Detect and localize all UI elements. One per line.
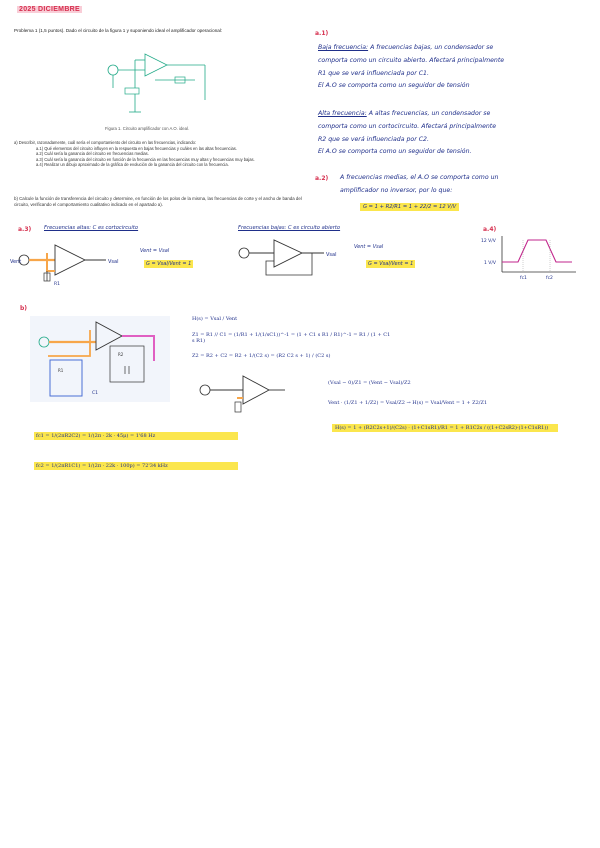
- a1-low-line: comporta como un circuito abierto. Afectará principalmente: [318, 56, 505, 64]
- b-tag: b): [20, 305, 28, 312]
- r2-label: R2: [118, 352, 124, 357]
- b-node-circuit: [195, 370, 290, 418]
- b-z2: Z2 = R2 + C2 = R2 + 1/(C2 s) = (R2 C2 s + 1) / (C2 s): [192, 353, 331, 359]
- a3-high-circuit: [10, 235, 130, 290]
- vent-label: Vent: [10, 259, 22, 265]
- b-fc2: fc2 = 1/(2πR1C1) = 1/(2π · 22k · 100p) = 72'34 kHz: [34, 462, 238, 470]
- a4-tag: a.4): [483, 226, 497, 233]
- a4-ylabel-top: 12 V/V: [481, 239, 496, 244]
- a4-ylabel-bottom: 1 V/V: [484, 261, 496, 266]
- b-fc1: fc1 = 1/(2πR2C2) = 1/(2π · 2k · 45μ) = 1'68 Hz: [34, 432, 238, 440]
- a1-low-line: El A.O se comporta como un seguidor de tensión: [318, 82, 470, 90]
- a2-tag: a.2): [315, 175, 329, 182]
- part-a-item: a.4) Realizar un dibujo aproximado de la gráfica de evolución de la ganancia del circuito con la frecuencia.: [36, 162, 229, 168]
- part-a-item: a.1) Qué elementos del circuito influyen en la respuesta en bajas frecuencias y cuáles en las altas frecuencias.: [36, 145, 237, 151]
- a1-low-line: R1 que se verá influenciada por C1.: [318, 69, 429, 77]
- c1-label: C1: [92, 391, 99, 396]
- a3-high-heading: Frecuencias altas: C es cortocircuito: [44, 225, 139, 231]
- a3-low-circuit: [232, 235, 347, 283]
- figure-1-circuit: [95, 40, 225, 122]
- a2-line: A frecuencias medias, el A.O se comporta como un: [340, 174, 499, 181]
- problem-statement: Problema 1 (1,5 puntos). Dado el circuito de la figura 1 y suponiendo ideal el amplificador operacional:: [14, 28, 223, 33]
- a4-x2: fc2: [546, 276, 553, 281]
- a2-gain-formula: G = 1 + R2/R1 = 1 + 22/2 = 12 V/V: [360, 203, 459, 211]
- b-h-result: H(s) = 1 + (R2C2s+1)/(C2s) · (1+C1sR1)/R1 = 1 + R1C2s / ((1+C2sR2)·(1+C1sR1)): [332, 424, 558, 432]
- a3-low-gain: G = Vsal/Vent = 1: [368, 261, 414, 267]
- a1-high-line: comporta como un cortocircuito. Afectará principalmente: [318, 122, 497, 130]
- a3-high-gain: G = Vsal/Vent = 1: [146, 261, 192, 267]
- r1-label: R1: [54, 282, 60, 287]
- a1-low-heading: Baja frecuencia:: [318, 44, 369, 51]
- part-a-item: a.2) Cuál sería la ganancia del circuito en frecuencias medias.: [36, 151, 149, 157]
- a1-high-block: [318, 108, 588, 159]
- a3-low-heading: Frecuencias bajas: C es circuito abierto: [238, 225, 341, 231]
- b-node2: Vent · (1/Z1 + 1/Z2) = Vsal/Z2 → H(s) = Vsal/Vent = 1 + Z2/Z1: [328, 400, 488, 406]
- a3-tag: a.3): [18, 226, 32, 233]
- b-h-def: H(s) = Vsal / Vent: [192, 316, 238, 322]
- a1-tag: a.1): [315, 30, 329, 37]
- a1-high-line: El A.O se comporta como un seguidor de tensión.: [318, 148, 472, 156]
- a1-high-heading: Alta frecuencia:: [318, 110, 367, 117]
- part-a-intro: a) Describir, razonadamente, cuál sería el comportamiento del circuito en las frecuencias, indicando:: [14, 140, 197, 145]
- figure-caption: Figura 1. Circuito amplificador con A.O. ideal.: [105, 126, 190, 131]
- a3-high-formula: Vent = Vsal: [140, 248, 170, 254]
- a1-low-line: A frecuencias bajas, un condensador se: [370, 44, 494, 51]
- a4-gain-plot: [480, 232, 580, 284]
- a1-high-line: A altas frecuencias, un condensador se: [368, 110, 491, 117]
- a3-low-formula: Vent = Vsal: [354, 244, 384, 250]
- page-title: 2025 DICIEMBRE: [19, 6, 80, 13]
- a2-block: [340, 172, 595, 198]
- vsal-label: Vsal: [326, 252, 337, 258]
- vsal-label: Vsal: [108, 259, 119, 265]
- part-b-statement: b) Calcule la función de transferencia del circuito y determine, en función de los polos de la misma, las frecuencias de corte y el ancho de banda del circuito, verificando el comportamiento cualitativo indicado en el apartado a).: [14, 196, 302, 207]
- a1-low-block: [318, 42, 588, 93]
- r1-label: R1: [58, 368, 64, 373]
- a1-high-line: R2 que se verá influenciada por C2.: [318, 135, 429, 143]
- b-circuit: [30, 316, 170, 402]
- a2-line: amplificador no inversor, por lo que:: [340, 186, 453, 194]
- b-z1: Z1 = R1 // C1 = (1/R1 + 1/(1/sC1))^-1 = (1 + C1 s R1 / R1)^-1 = R1 / (1 + C1 s R1): [192, 332, 391, 344]
- a4-x1: fc1: [520, 276, 527, 281]
- part-a-statement: [14, 140, 314, 168]
- part-a-item: a.3) Cuál sería la ganancia del circuito en función de la frecuencia en las frecuencias muy altas y frecuencias muy bajas.: [36, 156, 255, 162]
- b-node1: (Vsal − 0)/Z1 = (Vent − Vsal)/Z2: [328, 380, 411, 386]
